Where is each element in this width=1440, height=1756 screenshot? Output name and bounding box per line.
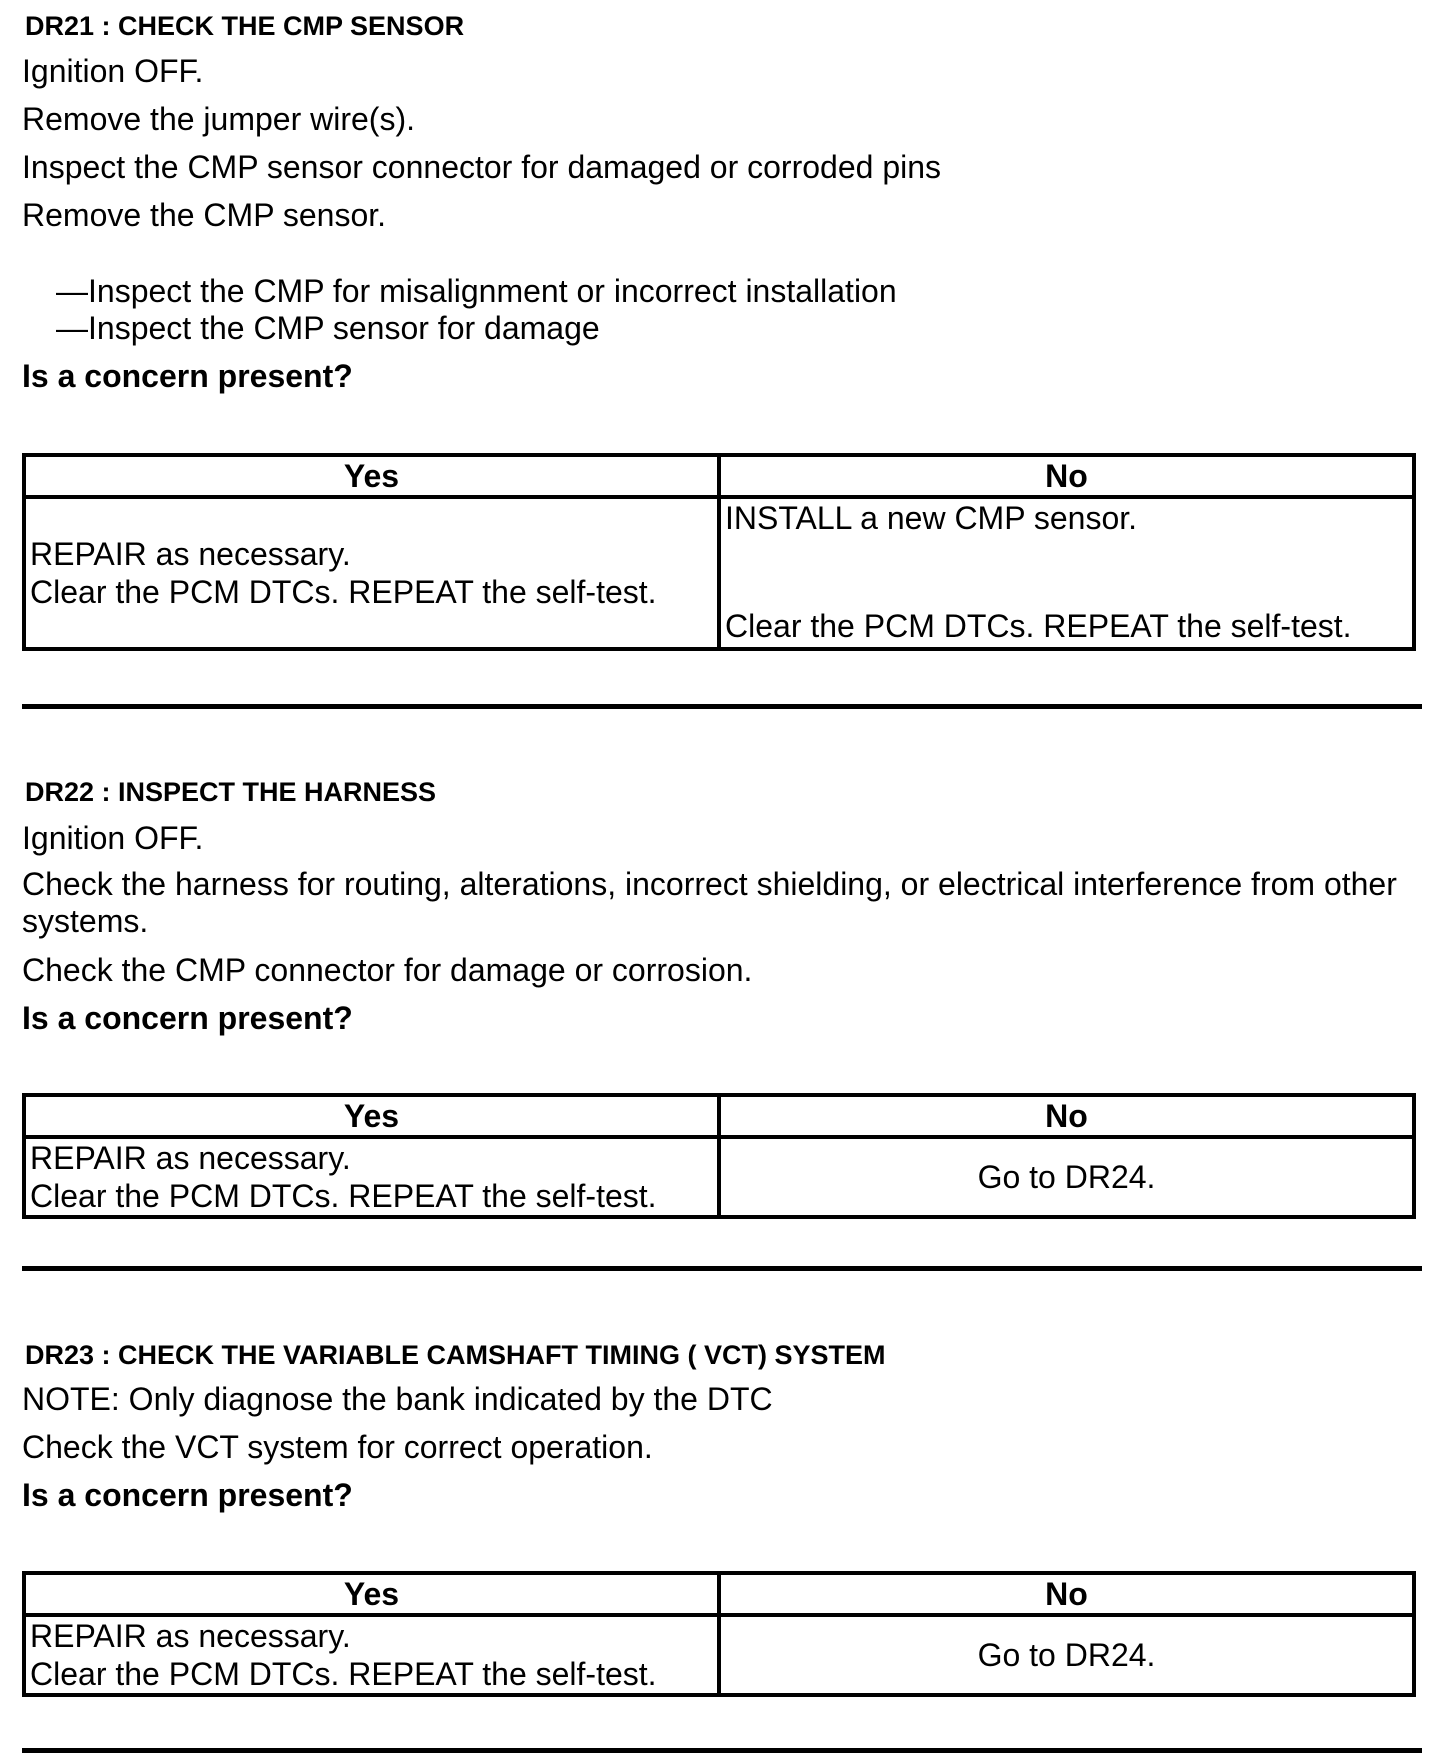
no-line-2: Clear the PCM DTCs. REPEAT the self-test. xyxy=(725,608,1352,644)
dr23-title: DR23 : CHECK THE VARIABLE CAMSHAFT TIMING ( VCT) SYSTEM xyxy=(25,1340,886,1370)
table-header-row xyxy=(24,1573,1414,1615)
table-row xyxy=(24,497,1414,649)
dr21-title: DR21 : CHECK THE CMP SENSOR xyxy=(25,11,465,41)
dr21-substep-1: —Inspect the CMP for misalignment or incorrect installation xyxy=(56,273,897,309)
no-cell xyxy=(719,497,1414,649)
section-divider xyxy=(22,1748,1422,1753)
yes-line-1: REPAIR as necessary. xyxy=(30,1618,351,1654)
section-dr22 xyxy=(22,770,1422,1270)
dr23-result-table xyxy=(22,1571,1416,1697)
yes-header: Yes xyxy=(24,1095,719,1137)
yes-cell xyxy=(24,1137,719,1217)
dr22-step-3: Check the CMP connector for damage or corrosion. xyxy=(22,952,753,988)
dr21-step-2: Remove the jumper wire(s). xyxy=(22,101,415,137)
dr21-step-1: Ignition OFF. xyxy=(22,53,204,89)
table-row xyxy=(24,1137,1414,1217)
yes-header: Yes xyxy=(24,455,719,497)
section-divider xyxy=(22,1266,1422,1271)
dr21-step-4: Remove the CMP sensor. xyxy=(22,197,387,233)
no-header: No xyxy=(719,455,1414,497)
dr23-step-1: NOTE: Only diagnose the bank indicated by the DTC xyxy=(22,1381,773,1417)
dr21-substep-2: —Inspect the CMP sensor for damage xyxy=(56,310,600,346)
section-dr23 xyxy=(22,1333,1422,1733)
yes-line-1: REPAIR as necessary. xyxy=(30,1140,351,1176)
yes-line-1: REPAIR as necessary. xyxy=(30,536,351,572)
dr22-question: Is a concern present? xyxy=(22,1000,353,1036)
dr23-step-2: Check the VCT system for correct operation. xyxy=(22,1429,653,1465)
dr21-question: Is a concern present? xyxy=(22,358,353,394)
table-header-row xyxy=(24,455,1414,497)
dr23-question: Is a concern present? xyxy=(22,1477,353,1513)
dr22-step-2: Check the harness for routing, alterations, incorrect shielding, or electrical interference from other systems. xyxy=(22,866,1397,939)
yes-line-2: Clear the PCM DTCs. REPEAT the self-test. xyxy=(30,1656,657,1692)
yes-line-2: Clear the PCM DTCs. REPEAT the self-test. xyxy=(30,574,657,610)
dr22-result-table xyxy=(22,1093,1416,1219)
no-cell: Go to DR24. xyxy=(719,1137,1414,1217)
table-header-row xyxy=(24,1095,1414,1137)
section-dr21 xyxy=(22,0,1422,680)
dr21-result-table xyxy=(22,453,1416,651)
yes-cell xyxy=(24,1615,719,1695)
section-divider xyxy=(22,704,1422,709)
table-row xyxy=(24,1615,1414,1695)
no-header: No xyxy=(719,1095,1414,1137)
dr22-title: DR22 : INSPECT THE HARNESS xyxy=(25,777,437,807)
no-header: No xyxy=(719,1573,1414,1615)
dr21-step-3: Inspect the CMP sensor connector for damaged or corroded pins xyxy=(22,149,942,185)
no-cell: Go to DR24. xyxy=(719,1615,1414,1695)
no-line-1: INSTALL a new CMP sensor. xyxy=(725,500,1138,536)
dr22-step-1: Ignition OFF. xyxy=(22,820,204,856)
yes-cell xyxy=(24,497,719,649)
yes-line-2: Clear the PCM DTCs. REPEAT the self-test. xyxy=(30,1178,657,1214)
yes-header: Yes xyxy=(24,1573,719,1615)
